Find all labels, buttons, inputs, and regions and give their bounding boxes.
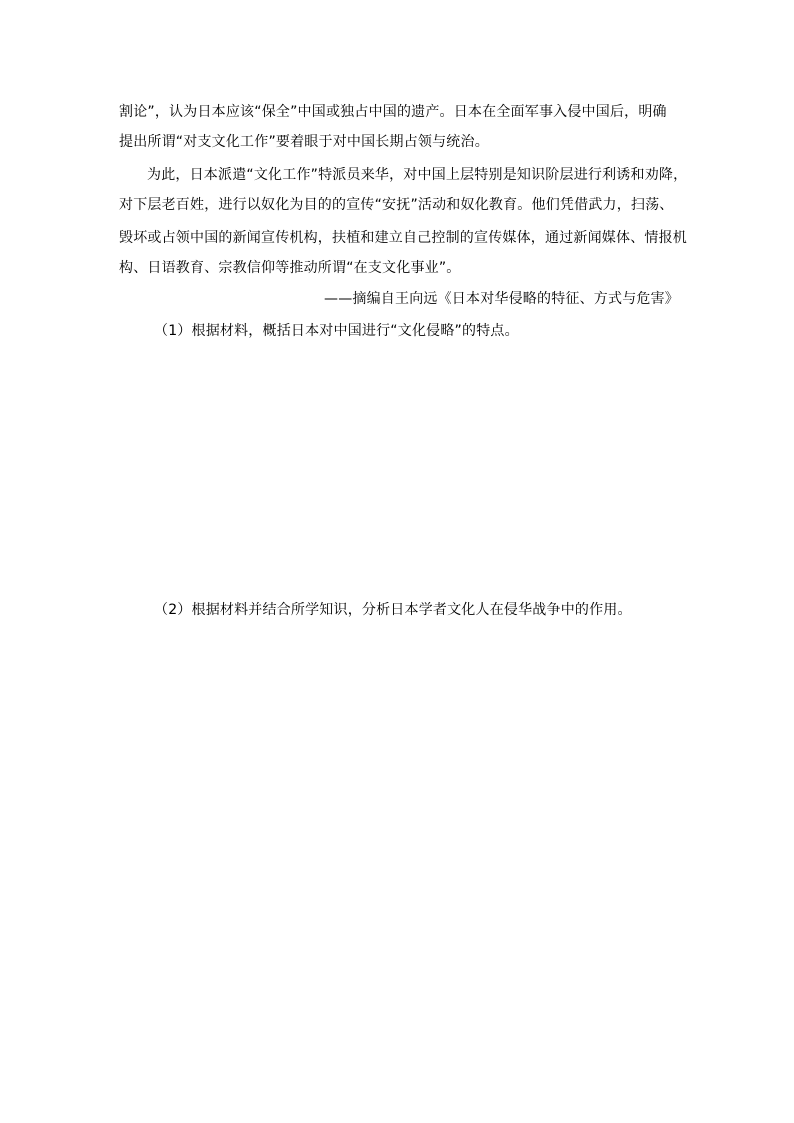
- material-line-1: 割论”，认为日本应该“保全”中国或独占中国的遗产。日本在全面军事入侵中国后，明确: [119, 104, 667, 120]
- material-line-3: 为此，日本派遣“文化工作”特派员来华，对中国上层特别是知识阶层进行利诱和劝降，: [147, 167, 688, 183]
- material-line-6: 构、日语教育、宗教信仰等推动所谓“在支文化事业”。: [119, 260, 461, 276]
- material-source: ——摘编自王向远《日本对华侵略的特征、方式与危害》: [324, 291, 679, 307]
- material-line-4: 对下层老百姓，进行以奴化为目的的宣传“安抚”活动和奴化教育。他们凭借武力，扫荡、: [119, 197, 674, 213]
- material-line-5: 毁坏或占领中国的新闻宣传机构，扶植和建立自己控制的宣传媒体，通过新闻媒体、情报机: [119, 230, 687, 246]
- question-2: （2）根据材料并结合所学知识，分析日本学者文化人在侵华战争中的作用。: [154, 602, 632, 618]
- material-line-2: 提出所谓“对支文化工作”要着眼于对中国长期占领与统治。: [119, 134, 489, 150]
- question-1: （1）根据材料，概括日本对中国进行“文化侵略”的特点。: [154, 323, 519, 339]
